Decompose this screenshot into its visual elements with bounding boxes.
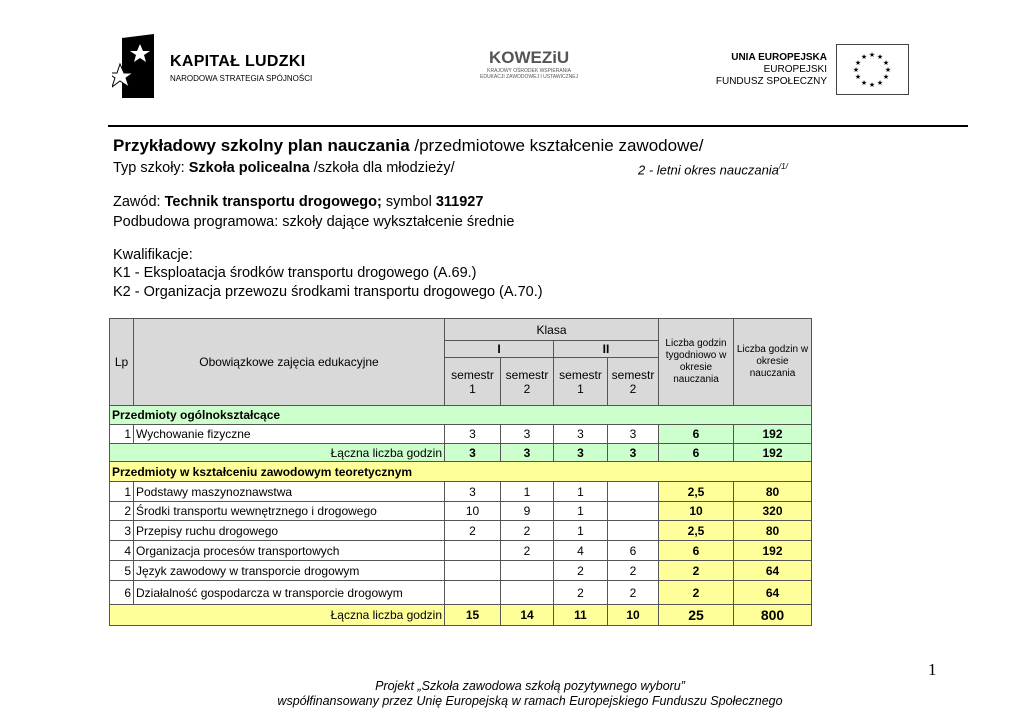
row-weekly: 6 xyxy=(659,541,734,561)
row-lp: 4 xyxy=(110,541,134,561)
ue-text xyxy=(715,52,827,88)
row-semester-hours: 1 xyxy=(554,521,608,541)
row-total: 192 xyxy=(734,425,812,444)
header-subject: Obowiązkowe zajęcia edukacyjne xyxy=(134,319,445,406)
row-semester-hours xyxy=(501,561,554,581)
row-semester-hours: 2 xyxy=(501,541,554,561)
section-title: Przedmioty ogólnokształcące xyxy=(110,406,812,425)
svg-text:★: ★ xyxy=(876,79,884,87)
table-row xyxy=(110,502,812,521)
row-semester-hours: 4 xyxy=(554,541,608,561)
row-semester-hours xyxy=(501,581,554,605)
kapital-ludzki-subtitle: NARODOWA STRATEGIA SPÓJNOŚCI xyxy=(170,74,313,83)
curriculum-table xyxy=(109,318,812,626)
sum-semester-hours: 3 xyxy=(501,444,554,462)
footer-line2: współfinansowany przez Unię Europejską w ramach Europejskiego Funduszu Społecznego xyxy=(277,694,783,708)
sum-weekly: 25 xyxy=(659,605,734,626)
qualification-k1: K1 - Eksploatacja środków transportu drogowego (A.69.) xyxy=(113,265,477,281)
row-lp: 1 xyxy=(110,425,134,444)
row-weekly: 2 xyxy=(659,561,734,581)
ue-line1: UNIA EUROPEJSKA xyxy=(731,52,827,63)
table-row xyxy=(110,581,812,605)
row-total: 192 xyxy=(734,541,812,561)
row-semester-hours: 9 xyxy=(501,502,554,521)
row-semester-hours xyxy=(445,581,501,605)
row-weekly: 2 xyxy=(659,581,734,605)
profession: Zawód: Technik transportu drogowego; symbol 311927 xyxy=(113,194,484,210)
row-weekly: 6 xyxy=(659,425,734,444)
svg-text:★: ★ xyxy=(884,66,892,74)
svg-text:★: ★ xyxy=(868,51,876,59)
qualifications-label: Kwalifikacje: xyxy=(113,247,193,263)
sum-semester-hours: 3 xyxy=(445,444,501,462)
header-total: Liczba godzin w okresie nauczania xyxy=(734,319,812,406)
row-weekly: 2,5 xyxy=(659,482,734,502)
row-semester-hours xyxy=(445,561,501,581)
header-semester: semestr 2 xyxy=(608,358,659,406)
header-weekly: Liczba godzin tygodniowo w okresie nauczania xyxy=(659,319,734,406)
koweziu-logo xyxy=(480,48,578,80)
kapital-ludzki-logo-icon xyxy=(112,34,156,103)
sum-semester-hours: 3 xyxy=(554,444,608,462)
sum-semester-hours: 3 xyxy=(608,444,659,462)
row-semester-hours: 6 xyxy=(608,541,659,561)
teaching-period: 2 - letni okres nauczania$^{/1/}$ xyxy=(638,162,788,178)
svg-text:★: ★ xyxy=(882,73,890,81)
koweziu-subtitle-2: EDUKACJI ZAWODOWEJ I USTAWICZNEJ xyxy=(480,74,579,80)
ue-line2: EUROPEJSKI xyxy=(763,64,827,75)
svg-text:★: ★ xyxy=(860,79,868,87)
row-total: 64 xyxy=(734,581,812,605)
row-semester-hours: 2 xyxy=(554,581,608,605)
row-semester-hours: 1 xyxy=(554,502,608,521)
row-semester-hours: 2 xyxy=(501,521,554,541)
header-semester: semestr 1 xyxy=(554,358,608,406)
row-subject: Działalność gospodarcza w transporcie drogowym xyxy=(134,581,445,605)
sum-semester-hours: 14 xyxy=(501,605,554,626)
row-semester-hours: 2 xyxy=(554,561,608,581)
sum-label: Łączna liczba godzin xyxy=(110,605,445,626)
program-basis: Podbudowa programowa: szkoły dające wykształcenie średnie xyxy=(113,214,515,230)
row-lp: 6 xyxy=(110,581,134,605)
row-lp: 5 xyxy=(110,561,134,581)
row-subject: Środki transportu wewnętrznego i drogowego xyxy=(134,502,445,521)
row-semester-hours xyxy=(608,482,659,502)
header-semester: semestr 1 xyxy=(445,358,501,406)
row-semester-hours: 1 xyxy=(554,482,608,502)
ue-line3: FUNDUSZ SPOŁECZNY xyxy=(715,76,827,87)
page-number: 1 xyxy=(928,660,937,679)
qualification-k2: K2 - Organizacja przewozu środkami transportu drogowego (A.70.) xyxy=(113,284,543,300)
svg-text:★: ★ xyxy=(868,81,876,89)
row-semester-hours: 3 xyxy=(554,425,608,444)
table-row xyxy=(110,561,812,581)
header-class-I: I xyxy=(445,341,554,358)
sum-label: Łączna liczba godzin xyxy=(110,444,445,462)
header-class-II: II xyxy=(554,341,659,358)
sum-row xyxy=(110,444,812,462)
row-semester-hours: 2 xyxy=(608,581,659,605)
row-total: 80 xyxy=(734,482,812,502)
sum-row xyxy=(110,605,812,626)
svg-text:★: ★ xyxy=(882,59,890,67)
eu-flag-icon xyxy=(836,44,909,95)
row-subject: Język zawodowy w transporcie drogowym xyxy=(134,561,445,581)
footer-line1: Projekt „Szkoła zawodowa szkołą pozytywnego wyboru” xyxy=(375,679,685,693)
row-semester-hours xyxy=(608,521,659,541)
row-subject: Organizacja procesów transportowych xyxy=(134,541,445,561)
table-row xyxy=(110,541,812,561)
sum-total: 800 xyxy=(734,605,812,626)
svg-text:★: ★ xyxy=(852,66,860,74)
row-total: 64 xyxy=(734,561,812,581)
row-semester-hours: 10 xyxy=(445,502,501,521)
row-semester-hours: 3 xyxy=(501,425,554,444)
row-semester-hours xyxy=(445,541,501,561)
table-row xyxy=(110,425,812,444)
row-lp: 1 xyxy=(110,482,134,502)
section-row xyxy=(110,462,812,482)
school-type: Typ szkoły: Szkoła policealna /szkoła dla młodzieży/ xyxy=(113,160,455,176)
row-weekly: 2,5 xyxy=(659,521,734,541)
row-semester-hours: 3 xyxy=(445,482,501,502)
koweziu-subtitle-1: KRAJOWY OŚRODEK WSPIERANIA xyxy=(487,68,571,74)
koweziu-title: KOWEZiU xyxy=(488,48,570,67)
row-subject: Podstawy maszynoznawstwa xyxy=(134,482,445,502)
row-lp: 2 xyxy=(110,502,134,521)
section-title: Przedmioty w kształceniu zawodowym teoretycznym xyxy=(110,462,812,482)
row-weekly: 10 xyxy=(659,502,734,521)
row-total: 80 xyxy=(734,521,812,541)
section-row xyxy=(110,406,812,425)
row-total: 320 xyxy=(734,502,812,521)
header-klasa: Klasa xyxy=(445,319,659,341)
row-semester-hours xyxy=(608,502,659,521)
sum-semester-hours: 11 xyxy=(554,605,608,626)
row-subject: Przepisy ruchu drogowego xyxy=(134,521,445,541)
row-semester-hours: 2 xyxy=(445,521,501,541)
table-row xyxy=(110,521,812,541)
header-lp: Lp xyxy=(110,319,134,406)
sum-semester-hours: 15 xyxy=(445,605,501,626)
sum-total: 192 xyxy=(734,444,812,462)
svg-text:★: ★ xyxy=(854,73,862,81)
row-semester-hours: 2 xyxy=(608,561,659,581)
row-subject: Wychowanie fizyczne xyxy=(134,425,445,444)
sum-weekly: 6 xyxy=(659,444,734,462)
row-semester-hours: 1 xyxy=(501,482,554,502)
row-semester-hours: 3 xyxy=(445,425,501,444)
page-title: Przykładowy szkolny plan nauczania /przedmiotowe kształcenie zawodowe/ xyxy=(113,136,704,155)
svg-text:★: ★ xyxy=(854,59,862,67)
header-divider xyxy=(108,125,968,127)
svg-text:★: ★ xyxy=(860,53,868,61)
sum-semester-hours: 10 xyxy=(608,605,659,626)
table-row xyxy=(110,482,812,502)
row-semester-hours: 3 xyxy=(608,425,659,444)
kapital-ludzki-title: KAPITAŁ LUDZKI xyxy=(170,53,306,70)
row-lp: 3 xyxy=(110,521,134,541)
header-semester: semestr 2 xyxy=(501,358,554,406)
svg-text:★: ★ xyxy=(876,53,884,61)
